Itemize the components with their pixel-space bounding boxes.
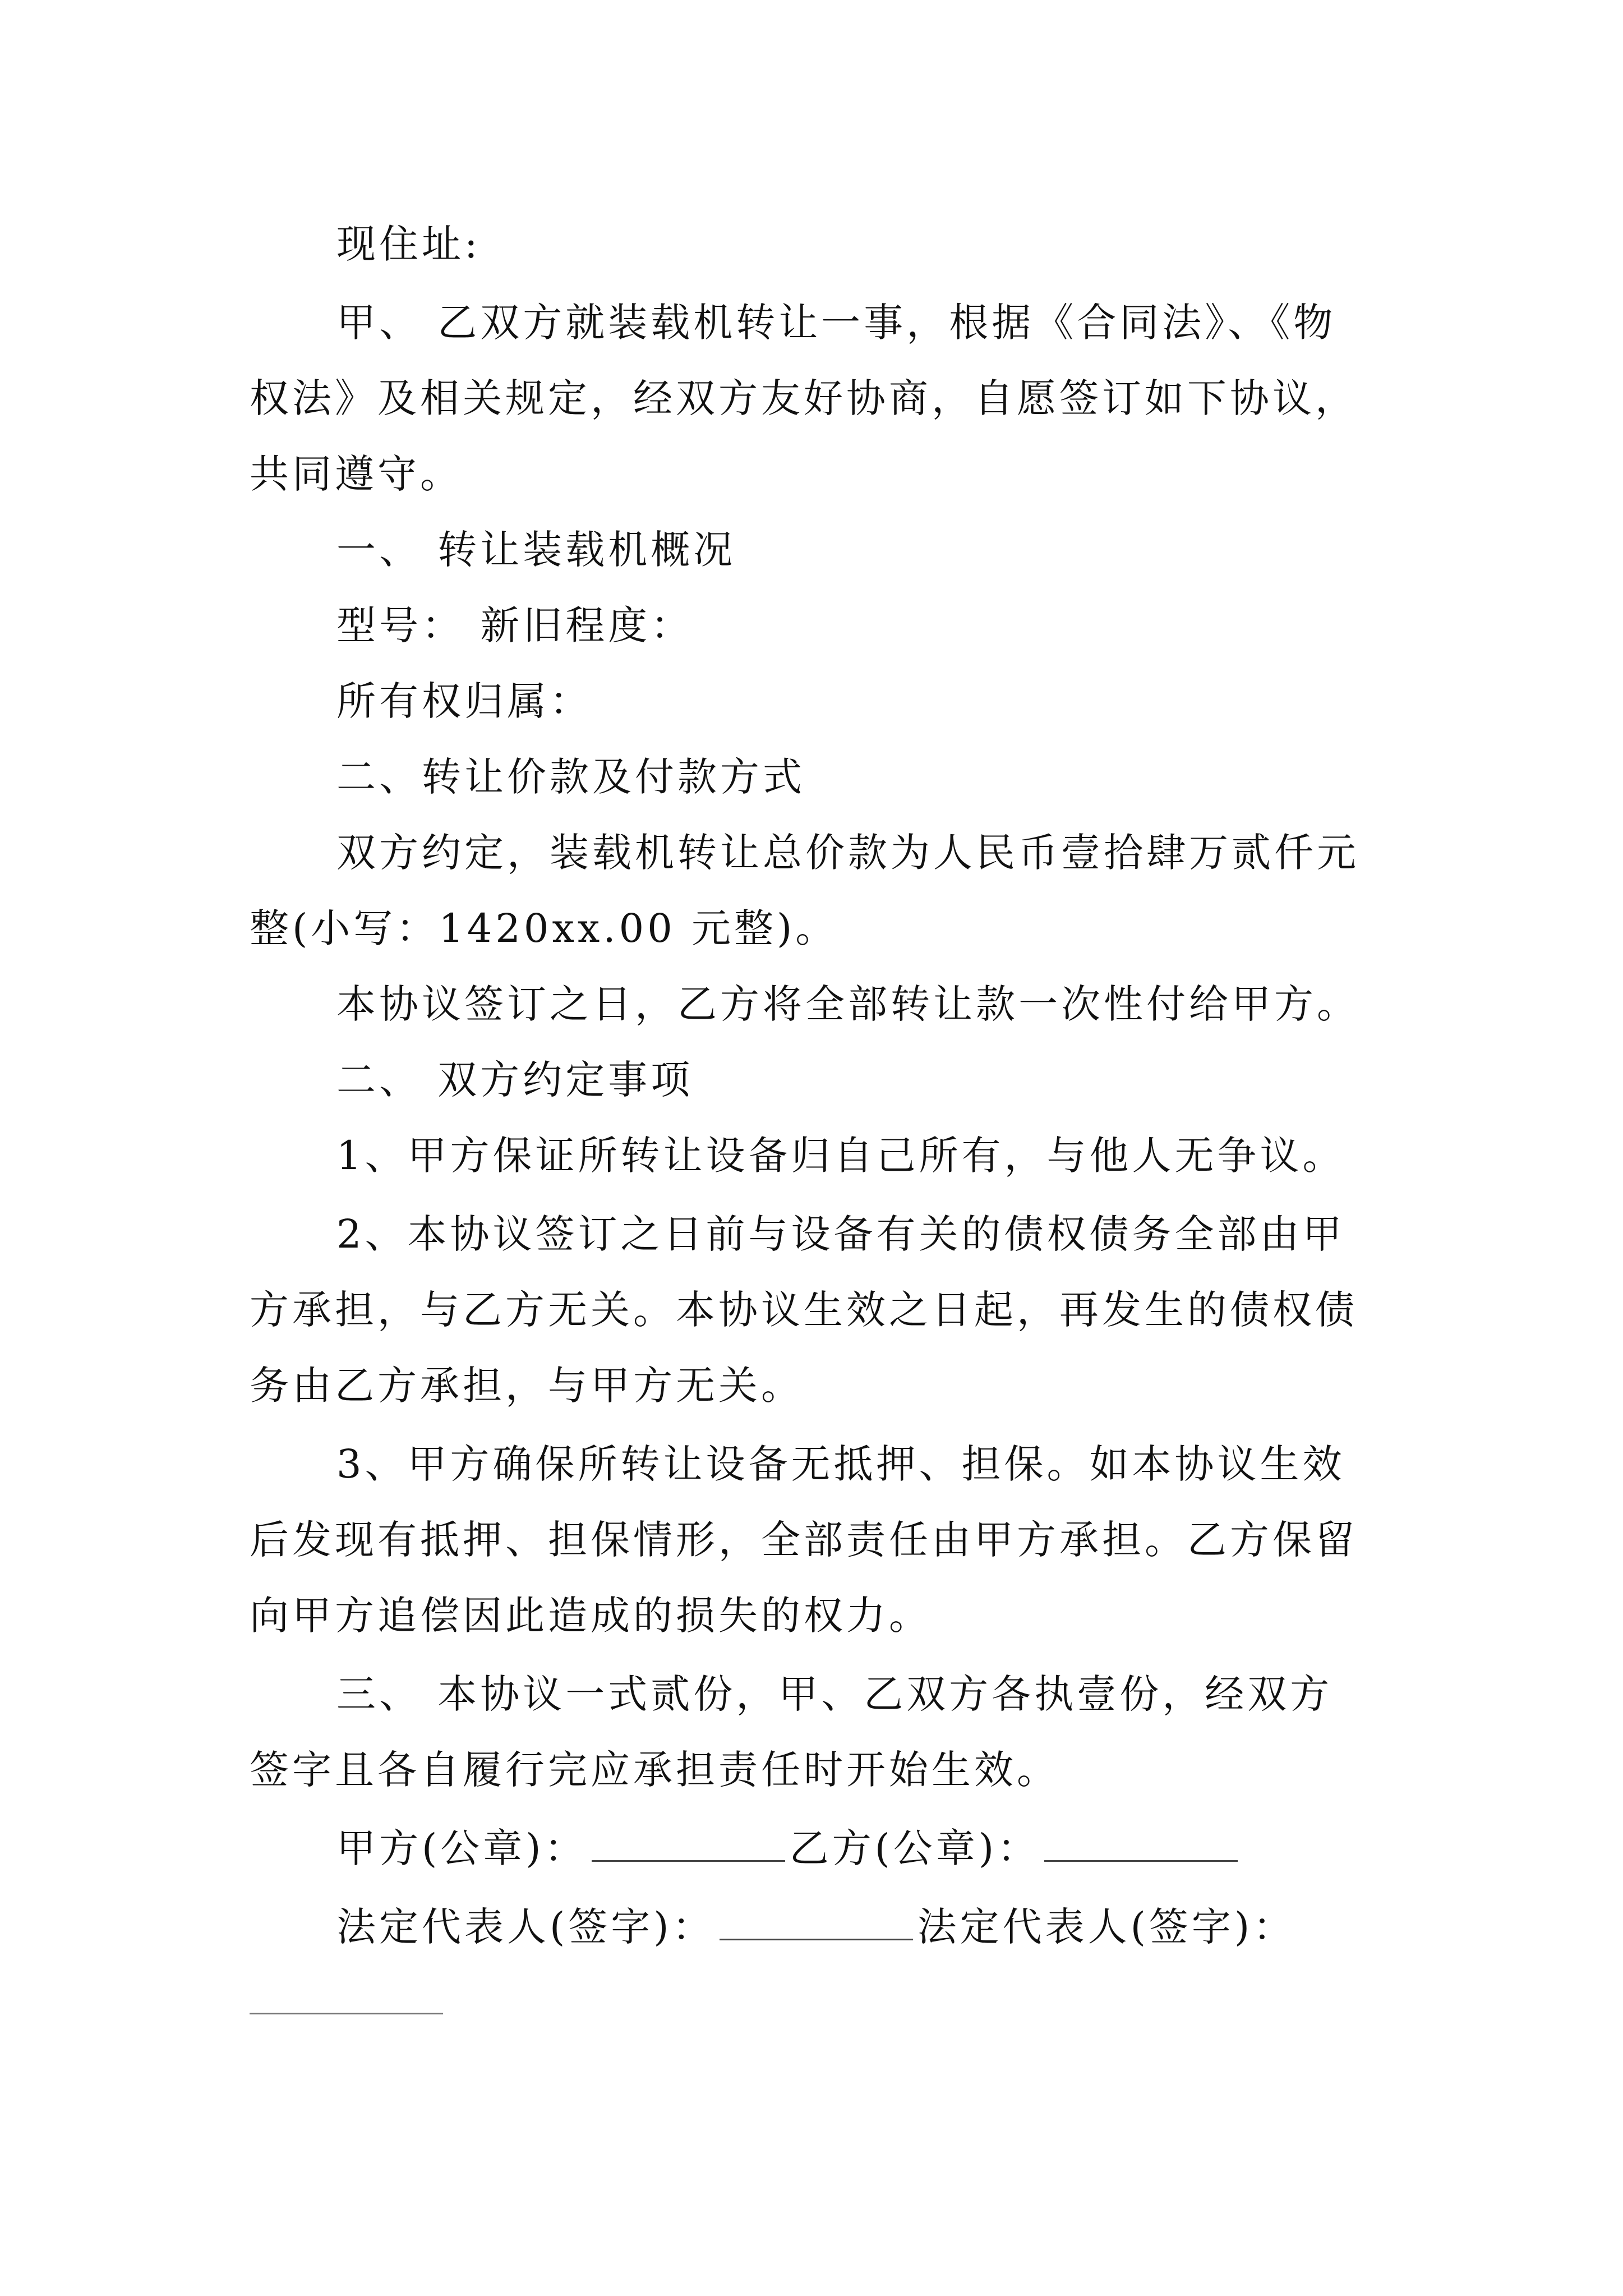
party-b-rep-blank-line[interactable] bbox=[250, 2013, 443, 2014]
representative-signature-row bbox=[336, 1899, 1295, 1955]
current-address-line: 现住址: bbox=[336, 221, 481, 267]
section-three-line-1: 三、 本协议一式贰份，甲、乙双方各执壹份，经双方 bbox=[336, 1671, 1333, 1717]
term-2-line-1: 2、本协议签订之日前与设备有关的债权债务全部由甲 bbox=[336, 1211, 1345, 1257]
party-a-seal-label: 甲方(公章)： bbox=[336, 1825, 587, 1871]
payment-line: 本协议签订之日，乙方将全部转让款一次性付给甲方。 bbox=[336, 981, 1359, 1027]
price-line-2: 整(小写：1420xx.00 元整)。 bbox=[250, 905, 838, 951]
ownership-line: 所有权归属： bbox=[336, 678, 592, 724]
seal-signature-row bbox=[336, 1820, 1242, 1876]
term-3-line-3: 向甲方追偿因此造成的损失的权力。 bbox=[250, 1593, 932, 1639]
term-2-line-2: 方承担，与乙方无关。本协议生效之日起，再发生的债权债 bbox=[250, 1287, 1358, 1333]
preamble-line-2: 权法》及相关规定，经双方友好协商，自愿签订如下协议， bbox=[250, 375, 1358, 421]
section-heading-terms: 二、 双方约定事项 bbox=[336, 1057, 694, 1103]
preamble-line-3: 共同遵守。 bbox=[250, 451, 463, 497]
term-2-line-3: 务由乙方承担，与甲方无关。 bbox=[250, 1363, 804, 1409]
preamble-line-1: 甲、 乙双方就装载机转让一事，根据《合同法》、《物 bbox=[336, 300, 1336, 346]
model-condition-line: 型号： 新旧程度： bbox=[336, 602, 694, 648]
term-3-line-2: 后发现有抵押、担保情形，全部责任由甲方承担。乙方保留 bbox=[250, 1517, 1358, 1563]
party-b-rep-label: 法定代表人(签字)： bbox=[917, 1904, 1296, 1950]
party-b-seal-label: 乙方(公章)： bbox=[789, 1825, 1040, 1871]
price-line-1: 双方约定，装载机转让总价款为人民币壹拾肆万贰仟元 bbox=[336, 830, 1359, 876]
section-three-line-2: 签字且各自履行完应承担责任时开始生效。 bbox=[250, 1747, 1059, 1793]
section-heading-price: 二、转让价款及付款方式 bbox=[336, 754, 805, 800]
party-b-seal-blank[interactable] bbox=[1044, 1828, 1238, 1862]
section-heading-overview: 一、 转让装载机概况 bbox=[336, 527, 736, 573]
party-a-rep-blank[interactable] bbox=[720, 1906, 913, 1940]
party-a-rep-label: 法定代表人(签字)： bbox=[336, 1904, 715, 1950]
term-1-line: 1、甲方保证所转让设备归自己所有，与他人无争议。 bbox=[336, 1133, 1345, 1179]
term-3-line-1: 3、甲方确保所转让设备无抵押、担保。如本协议生效 bbox=[336, 1441, 1345, 1487]
party-a-seal-blank[interactable] bbox=[592, 1828, 785, 1862]
